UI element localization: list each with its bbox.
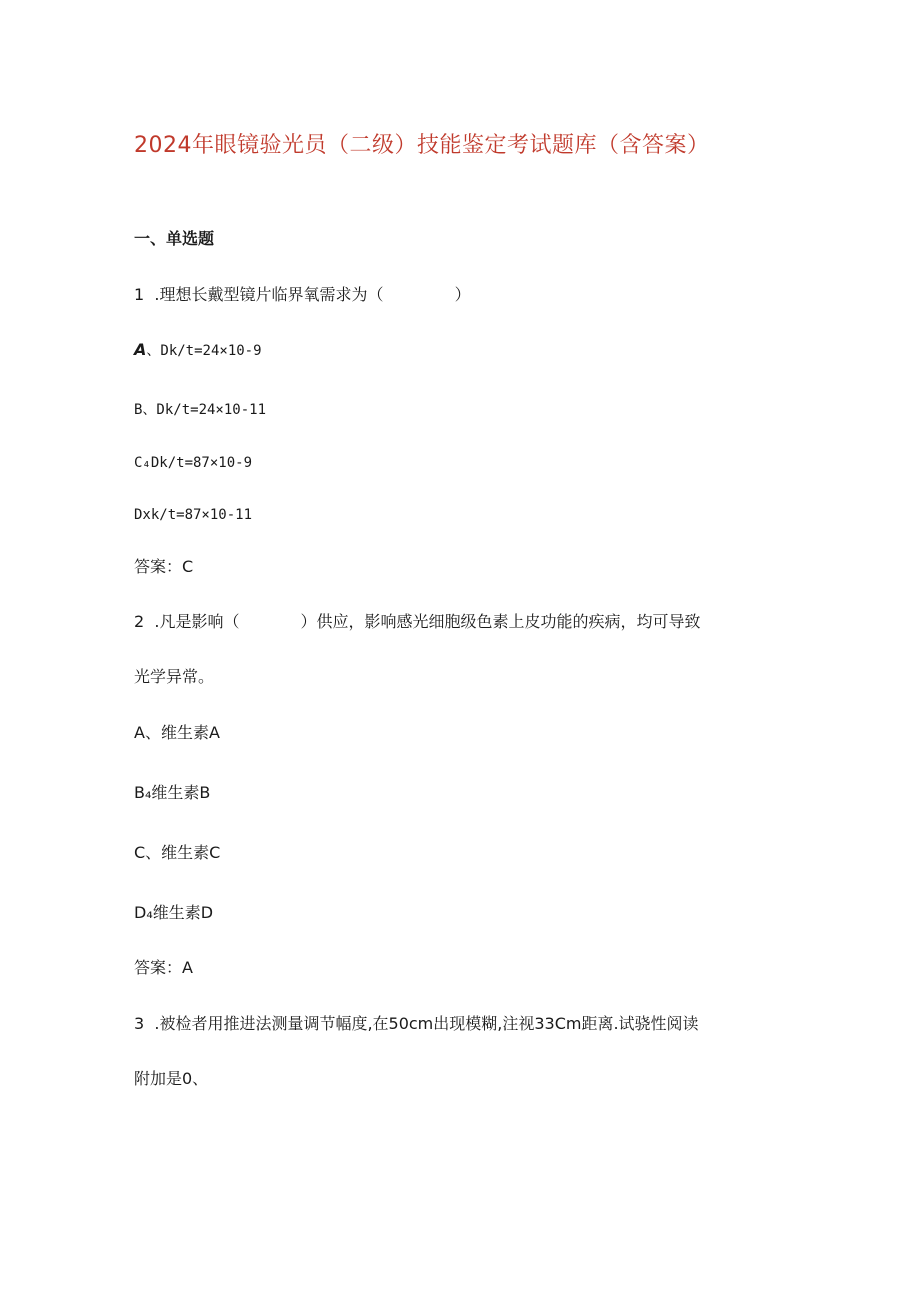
section-heading: 一、单选题 — [134, 229, 215, 248]
question-2-option-c: C、维生素C — [134, 843, 221, 862]
question-3-stem-line-2: 附加是0、 — [134, 1069, 209, 1088]
question-1-answer: 答案：C — [134, 557, 194, 576]
question-2-option-a: A、维生素A — [134, 723, 220, 742]
option-a-letter: A — [134, 340, 147, 359]
question-2-stem-line-1: 2 .凡是影响（ ）供应，影响感光细胞级色素上皮功能的疾病，均可导致 — [134, 612, 701, 631]
question-2-option-b: B₄维生素B — [134, 783, 211, 802]
question-2-stem-line-2: 光学异常。 — [134, 667, 215, 686]
question-1-option-b: B、Dk/t=24×10-11 — [134, 402, 267, 418]
question-2-answer: 答案：A — [134, 958, 193, 977]
question-1-option-c: C₄Dk/t=87×10-9 — [134, 455, 253, 471]
question-1-option-a — [134, 340, 262, 361]
option-a-text: 、Dk/t=24×10-9 — [146, 343, 262, 359]
question-1-stem: 1 .理想长戴型镜片临界氧需求为（ ） — [134, 285, 471, 304]
question-1-option-d: Dxk/t=87×10-11 — [134, 507, 253, 523]
document-title: 2024年眼镜验光员（二级）技能鉴定考试题库（含答案） — [134, 133, 710, 158]
question-3-stem-line-1: 3 .被检者用推进法测量调节幅度,在50cm出现模糊,注视33Cm距离.试骁性阅读 — [134, 1014, 699, 1033]
question-2-option-d: D₄维生素D — [134, 903, 214, 922]
